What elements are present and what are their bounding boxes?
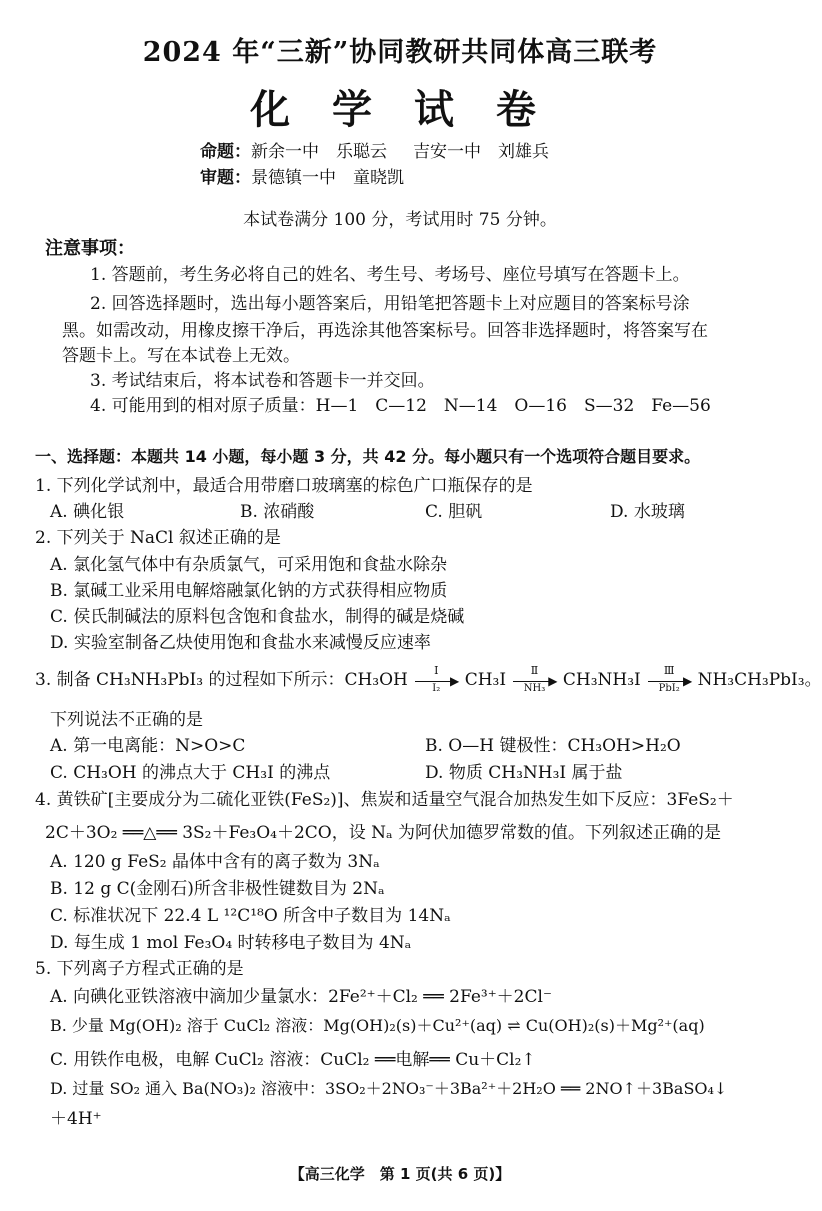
notice-heading: 注意事项：: [45, 238, 135, 259]
page-footer: 【高三化学 第 1 页(共 6 页)】: [289, 1165, 511, 1183]
reviewer-line: [200, 163, 404, 188]
exam-info: 本试卷满分 100 分，考试用时 75 分钟。: [243, 210, 557, 230]
q1-stem: 1. 下列化学试剂中，最适合用带磨口玻璃塞的棕色广口瓶保存的是: [35, 476, 533, 496]
q4-option-b: B. 12 g C(金刚石)所含非极性键数目为 2Nₐ: [50, 879, 385, 899]
q5-stem: 5. 下列离子方程式正确的是: [35, 959, 244, 979]
authors-label: 命题：: [200, 142, 251, 162]
q3-stem: 3. 制备 CH₃NH₃PbI₃ 的过程如下所示：: [35, 670, 345, 690]
q3-option-d: D. 物质 CH₃NH₃I 属于盐: [425, 763, 623, 783]
q4-stem-1: 4. 黄铁矿[主要成分为二硫化亚铁(FeS₂)]、焦炭和适量空气混合加热发生如下反应：3FeS₂＋: [35, 790, 734, 810]
q5-option-d-cont: ＋4H⁺: [50, 1109, 102, 1129]
author-1: 新余一中 乐聪云: [251, 142, 387, 162]
q2-option-a: A. 氯化氢气体中有杂质氯气，可采用饱和食盐水除杂: [50, 555, 448, 575]
q3-option-c: C. CH₃OH 的沸点大于 CH₃I 的沸点: [50, 763, 331, 783]
q3-scheme-s1: CH₃I: [464, 670, 507, 690]
exam-title: 2024 年“三新”协同教研共同体高三联考: [142, 37, 658, 68]
q2-stem: 2. 下列关于 NaCl 叙述正确的是: [35, 528, 281, 548]
subject-title: 化 学 试 卷: [250, 86, 550, 133]
q3-prompt: 下列说法不正确的是: [50, 710, 203, 730]
notice-item-3: 3. 考试结束后，将本试卷和答题卡一并交回。: [90, 371, 435, 391]
q4-option-a: A. 120 g FeS₂ 晶体中含有的离子数为 3Nₐ: [50, 852, 380, 872]
q3-option-a: A. 第一电离能：N>O>C: [50, 736, 246, 756]
q2-option-c: C. 侯氏制碱法的原料包含饱和食盐水，制得的碱是烧碱: [50, 607, 465, 627]
q1-option-a: A. 碘化银: [50, 502, 125, 522]
reviewer-name: 景德镇一中 童晓凯: [251, 168, 404, 188]
notice-item-2: 2. 回答选择题时，选出每小题答案后，用铅笔把答题卡上对应题目的答案标号涂: [90, 294, 690, 314]
q4-option-c: C. 标准状况下 22.4 L ¹²C¹⁸O 所含中子数目为 14Nₐ: [50, 906, 451, 926]
notice-item-2-cont: 黑。如需改动，用橡皮擦干净后，再选涂其他答案标号。回答非选择题时，将答案写在: [62, 321, 708, 341]
q5-option-b: B. 少量 Mg(OH)₂ 溶于 CuCl₂ 溶液：Mg(OH)₂(s)＋Cu²⁺(aq) ⇌ Cu(OH)₂(s)＋Mg²⁺(aq): [50, 1016, 705, 1035]
q3-scheme-s0: CH₃OH: [344, 670, 408, 690]
q3-scheme-s3: NH₃CH₃PbI₃。: [697, 670, 822, 690]
section-heading: 一、选择题：本题共 14 小题，每小题 3 分，共 42 分。每小题只有一个选项符合题目要求。: [35, 447, 701, 466]
notice-item-1: 1. 答题前，考生务必将自己的姓名、考生号、考场号、座位号填写在答题卡上。: [90, 265, 690, 285]
q4-option-d: D. 每生成 1 mol Fe₃O₄ 时转移电子数目为 4Nₐ: [50, 933, 412, 953]
q3-stem-line: [35, 663, 822, 694]
q1-option-d: D. 水玻璃: [610, 502, 685, 522]
reviewer-label: 审题：: [200, 168, 251, 188]
q2-option-b: B. 氯碱工业采用电解熔融氯化钠的方式获得相应物质: [50, 581, 448, 601]
q3-arrow-1: Ⅰ ▶ I₂: [413, 672, 459, 690]
q3-arrow-2: Ⅱ ▶ NH₃: [511, 672, 557, 690]
q5-option-a: A. 向碘化亚铁溶液中滴加少量氯水：2Fe²⁺＋Cl₂ ══ 2Fe³⁺＋2Cl⁻: [50, 987, 552, 1007]
notice-item-2-cont2: 答题卡上。写在本试卷上无效。: [62, 346, 300, 366]
author-2: 吉安一中 刘雄兵: [413, 142, 549, 162]
q4-stem-2: 2C＋3O₂ ══△══ 3S₂＋Fe₃O₄＋2CO，设 Nₐ 为阿伏加德罗常数的值。下列叙述正确的是: [45, 823, 721, 843]
q1-option-c: C. 胆矾: [425, 502, 483, 522]
q1-option-b: B. 浓硝酸: [240, 502, 315, 522]
q2-option-d: D. 实验室制备乙炔使用饱和食盐水来减慢反应速率: [50, 633, 431, 653]
q3-option-b: B. O—H 键极性：CH₃OH>H₂O: [425, 736, 681, 756]
q3-scheme-s2: CH₃NH₃I: [562, 670, 641, 690]
q3-arrow-3: Ⅲ ▶ PbI₂: [646, 672, 692, 690]
notice-item-4: 4. 可能用到的相对原子质量：H—1 C—12 N—14 O—16 S—32 Fe—56: [90, 396, 711, 416]
q5-option-c: C. 用铁作电极，电解 CuCl₂ 溶液：CuCl₂ ══电解══ Cu＋Cl₂↑: [50, 1050, 536, 1070]
authors-line: [200, 137, 549, 162]
q5-option-d: D. 过量 SO₂ 通入 Ba(NO₃)₂ 溶液中：3SO₂＋2NO₃⁻＋3Ba²⁺＋2H₂O ══ 2NO↑＋3BaSO₄↓: [50, 1079, 728, 1098]
